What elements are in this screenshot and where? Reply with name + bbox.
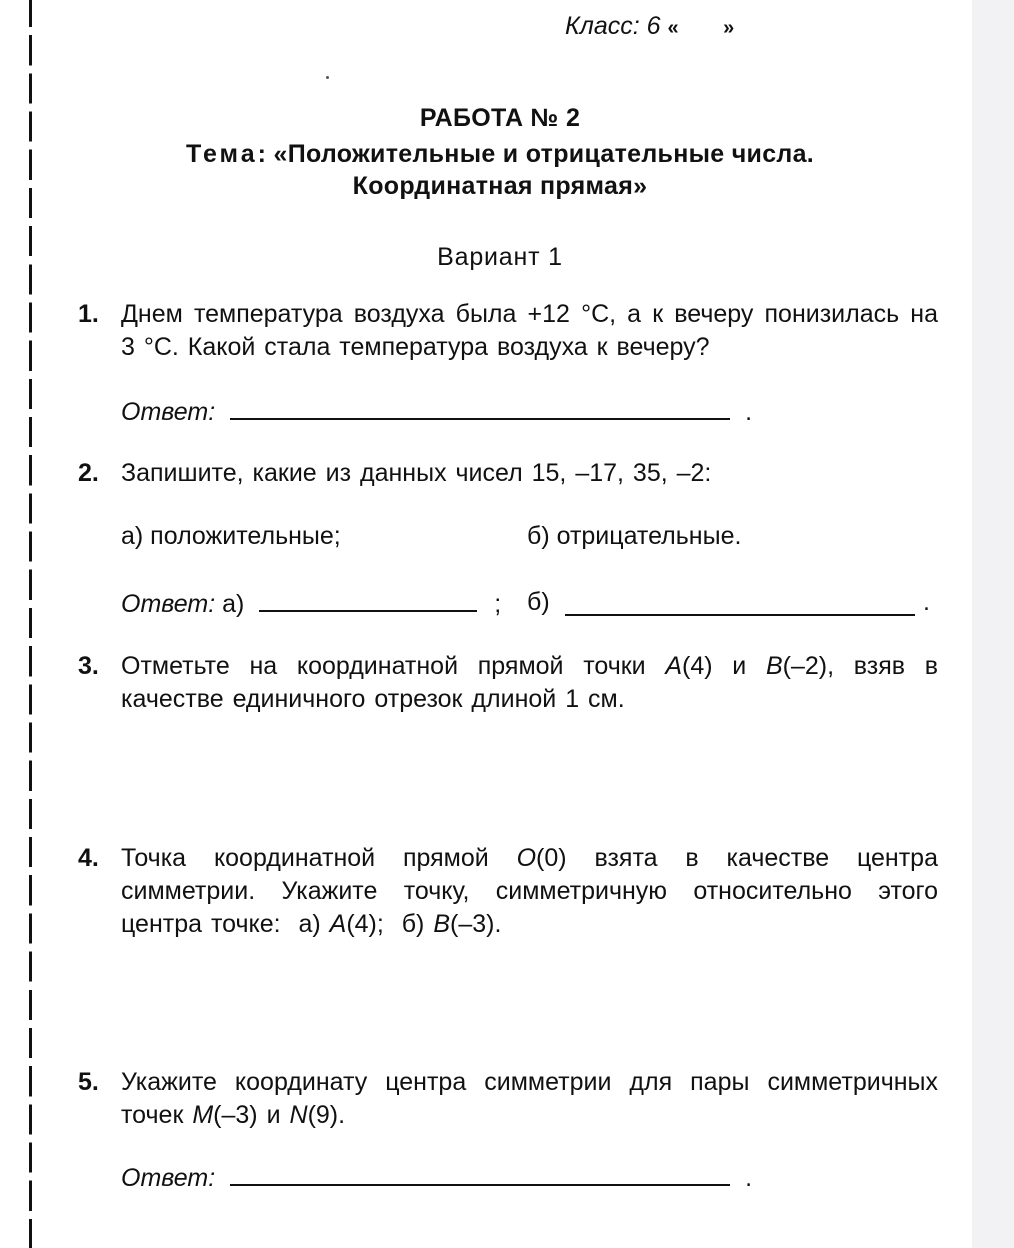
topic-label: Тема [185,140,258,168]
task-text: Отметьте на координатной прямой точки A(4) и B(–2), взяв в качестве единичного отрезок длиной 1 см. [121,652,938,713]
variant-heading: Вариант 1 [437,243,563,271]
answer-b-line[interactable] [565,592,915,616]
answer-end: . [745,398,753,426]
work-topic-line2: Координатная прямая» [352,172,648,200]
page-right-margin [972,0,1014,1248]
answer-sep: ; [494,590,502,618]
task-number: 2. [78,459,99,487]
task-number: 1. [78,300,99,328]
task-number: 5. [78,1068,99,1096]
answer-end: . [745,1164,753,1192]
answer-end: . [923,588,930,616]
work-topic [60,140,940,169]
task-4 [78,842,938,941]
answer-label: Ответ: [121,398,216,426]
task-text: Днем температура воздуха была +12 °С, а к вечеру понизилась на 3 °С. Какой стала температура воздуха к вечеру? [121,300,938,361]
answer-line[interactable] [230,1162,730,1186]
task-number: 4. [78,844,99,872]
task-5 [78,1066,938,1132]
topic-text: : «Положительные и отрицательные числа. [257,140,815,168]
answer-b-label: б) [527,588,550,616]
work-title: РАБОТА № 2 [419,104,581,132]
task-text: Запишите, какие из данных чисел 15, –17, 35, –2: [121,459,712,487]
class-field [565,12,734,41]
task-text: Точка координатной прямой O(0) взята в качестве центра симметрии. Укажите точку, симметричную относительно этого центра точке: а) A(4); б) B(–3). [121,844,938,938]
cut-line [29,0,32,1248]
answer-label: Ответ: [121,1164,216,1192]
task-1 [78,298,938,364]
task-1-answer [121,396,752,427]
answer-label: Ответ: [121,590,216,618]
answer-line[interactable] [230,396,730,420]
class-label: Класс: 6 [565,12,661,40]
task-3 [78,650,938,716]
task-5-answer [121,1162,752,1193]
task-2 [78,457,938,490]
task-2-answer [121,588,941,619]
answer-a-label: а) [222,590,245,618]
option-a: а) положительные; [121,522,341,550]
class-quotes: « » [667,17,735,39]
task-number: 3. [78,652,99,680]
task-text: Укажите координату центра симметрии для пары симметричных точек M(–3) и N(9). [121,1068,938,1129]
option-b: б) отрицательные. [527,522,742,550]
speck [326,76,329,79]
answer-a-line[interactable] [259,588,477,612]
